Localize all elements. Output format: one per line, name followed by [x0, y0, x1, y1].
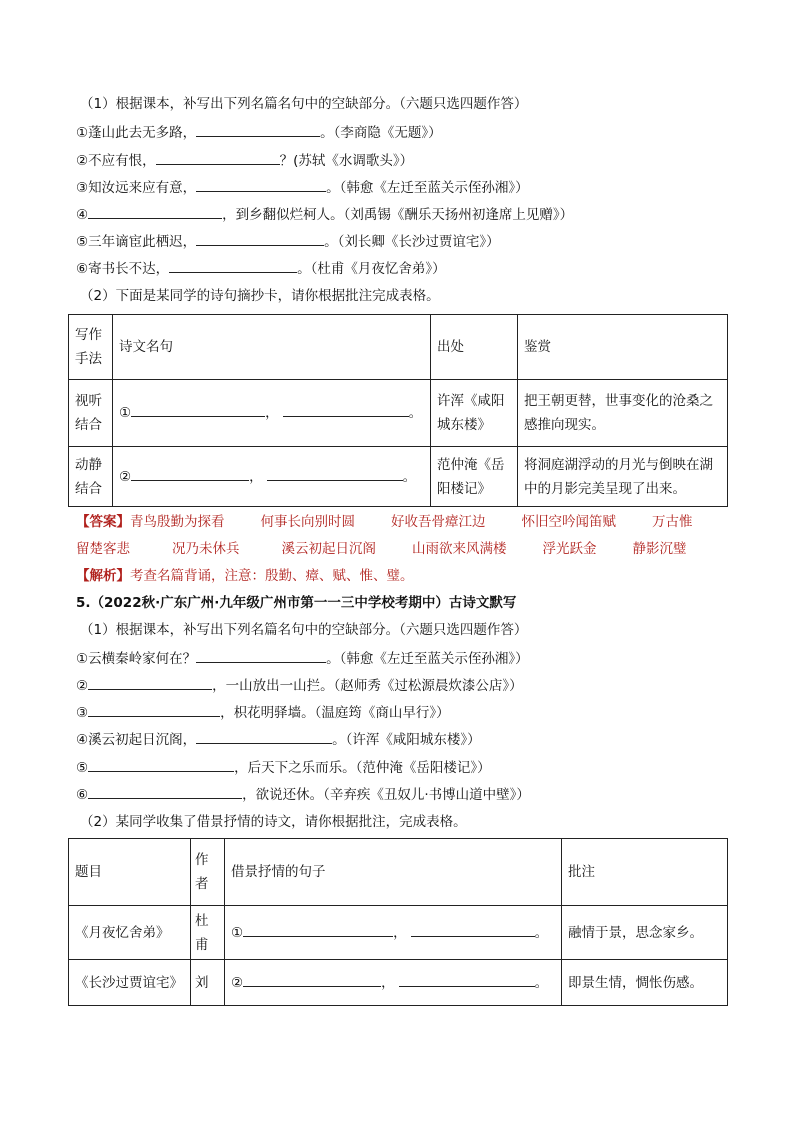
- answer-blank[interactable]: [283, 402, 409, 417]
- cell-title: 《月夜忆舍弟》: [69, 906, 191, 960]
- header-author: 作者: [191, 839, 225, 906]
- q5-item-5: ⑤ ，后天下之乐而乐。（范仲淹《岳阳楼记》）: [76, 757, 491, 778]
- answer-blank[interactable]: [156, 150, 280, 165]
- answer-blank[interactable]: [196, 648, 326, 663]
- answer-blank[interactable]: [243, 922, 393, 937]
- q4-part2-intro: （2）下面是某同学的诗句摘抄卡，请你根据批注完成表格。: [80, 288, 440, 304]
- cell-method: 视听结合: [69, 380, 113, 447]
- q5-item-6: ⑥ ，欲说还休。（辛弃疾《丑奴儿·书博山道中壁》）: [76, 784, 530, 805]
- answer-blank[interactable]: [243, 972, 381, 987]
- header-source: 出处: [431, 315, 518, 380]
- q4-item-1: ①蓬山此去无多路， 。（李商隐《无题》）: [76, 122, 442, 143]
- answer-blank[interactable]: [131, 466, 249, 481]
- answer-blank[interactable]: [267, 466, 403, 481]
- q4-answer-line-2: 留楚客悲 况乃未休兵 溪云初起日沉阁 山雨欲来风满楼 浮光跃金 静影沉璧: [76, 541, 687, 557]
- q4-analysis: 【解析】考查名篇背诵，注意：殷勤、瘴、赋、惟、璧。: [76, 568, 414, 584]
- answer-blank[interactable]: [196, 231, 324, 246]
- q4-table: [68, 314, 728, 507]
- cell-author: 刘: [191, 960, 225, 1006]
- analysis-tag: 【解析】: [76, 568, 130, 584]
- cell-sentence: ① ， 。: [225, 906, 562, 960]
- header-appreciation: 鉴赏: [518, 315, 728, 380]
- q4-item-4: ④ ，到乡翻似烂柯人。（刘禹锡《酬乐天扬州初逢席上见赠》）: [76, 204, 573, 225]
- answer-blank[interactable]: [131, 402, 265, 417]
- q5-item-3: ③ ，枳花明驿墙。（温庭筠《商山早行》）: [76, 702, 450, 723]
- cell-note: 融情于景，思念家乡。: [562, 906, 728, 960]
- cell-source: 范仲淹《岳阳楼记》: [431, 447, 518, 507]
- answer-blank[interactable]: [88, 784, 242, 799]
- q4-part1-intro: （1）根据课本，补写出下列名篇名句中的空缺部分。（六题只选四题作答）: [80, 96, 528, 112]
- answer-blank[interactable]: [169, 258, 297, 273]
- cell-appreciation: 把王朝更替，世事变化的沧桑之感推向现实。: [518, 380, 728, 447]
- cell-sentence: ② ， 。: [225, 960, 562, 1006]
- q4-item-6: ⑥寄书长不达， 。（杜甫《月夜忆舍弟》）: [76, 258, 446, 279]
- q4-item-2: ②不应有恨， ？(苏轼《水调歌头》）: [76, 150, 413, 171]
- q4-item-3: ③知汝远来应有意， 。（韩愈《左迁至蓝关示侄孙湘》）: [76, 177, 529, 198]
- answer-blank[interactable]: [411, 922, 535, 937]
- answer-blank[interactable]: [88, 702, 220, 717]
- q5-title: 5.（2022秋·广东广州·九年级广州市第一一三中学校考期中）古诗文默写: [76, 595, 517, 611]
- q5-part2-intro: （2）某同学收集了借景抒情的诗文，请你根据批注，完成表格。: [80, 814, 467, 830]
- q5-item-2: ② ，一山放出一山拦。（赵师秀《过松源晨炊漆公店》）: [76, 675, 523, 696]
- header-method: 写作手法: [69, 315, 113, 380]
- header-title: 题目: [69, 839, 191, 906]
- q5-item-4: ④溪云初起日沉阁， 。（许浑《咸阳城东楼》）: [76, 729, 481, 750]
- answer-blank[interactable]: [196, 729, 332, 744]
- cell-appreciation: 将洞庭湖浮动的月光与倒映在湖中的月影完美呈现了出来。: [518, 447, 728, 507]
- q5-table: [68, 838, 728, 1006]
- q4-item-5: ⑤三年谪宦此栖迟， 。（刘长卿《长沙过贾谊宅》）: [76, 231, 500, 252]
- answer-blank[interactable]: [196, 122, 320, 137]
- header-lines: 诗文名句: [113, 315, 431, 380]
- table-header-row: [69, 315, 728, 380]
- table-row: [69, 380, 728, 447]
- cell-lines: ② ， 。: [113, 447, 431, 507]
- cell-title: 《长沙过贾谊宅》: [69, 960, 191, 1006]
- cell-method: 动静结合: [69, 447, 113, 507]
- cell-lines: ① ， 。: [113, 380, 431, 447]
- q5-part1-intro: （1）根据课本，补写出下列名篇名句中的空缺部分。（六题只选四题作答）: [80, 622, 528, 638]
- answer-tag: 【答案】: [76, 514, 130, 530]
- q5-item-1: ①云横秦岭家何在？ 。（韩愈《左迁至蓝关示侄孙湘》）: [76, 648, 529, 669]
- cell-source: 许浑《咸阳城东楼》: [431, 380, 518, 447]
- q4-answer-line-1: 【答案】青鸟殷勤为探看 何事长向别时圆 好收吾骨瘴江边 怀旧空吟闻笛赋 万古惟: [76, 514, 693, 530]
- table-row: [69, 906, 728, 960]
- table-row: [69, 960, 728, 1006]
- cell-note: 即景生情，惆怅伤感。: [562, 960, 728, 1006]
- cell-author: 杜甫: [191, 906, 225, 960]
- answer-blank[interactable]: [196, 177, 326, 192]
- answer-blank[interactable]: [399, 972, 535, 987]
- header-note: 批注: [562, 839, 728, 906]
- table-row: [69, 447, 728, 507]
- answer-blank[interactable]: [88, 204, 222, 219]
- answer-blank[interactable]: [88, 757, 234, 772]
- header-sentence: 借景抒情的句子: [225, 839, 562, 906]
- answer-blank[interactable]: [88, 675, 212, 690]
- table-header-row: [69, 839, 728, 906]
